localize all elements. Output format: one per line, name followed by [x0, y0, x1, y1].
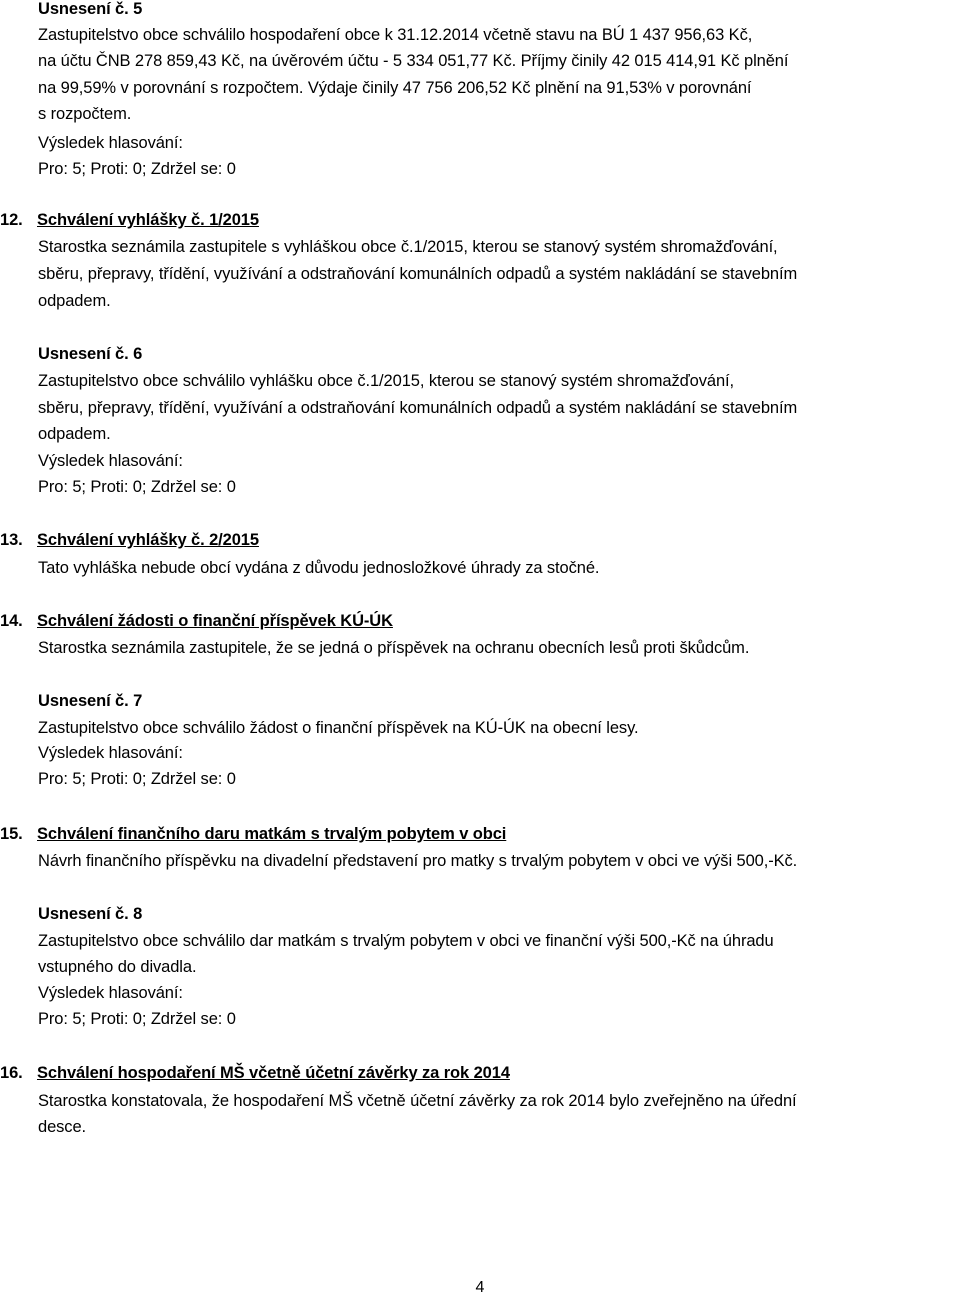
section-number: 12.: [0, 211, 23, 229]
vote-result: Pro: 5; Proti: 0; Zdržel se: 0: [38, 770, 236, 788]
vote-label: Výsledek hlasování:: [38, 744, 183, 762]
paragraph-line: odpadem.: [38, 425, 111, 443]
section-heading-13: [0, 528, 259, 552]
vote-result: Pro: 5; Proti: 0; Zdržel se: 0: [38, 1010, 236, 1028]
paragraph-line: na 99,59% v porovnání s rozpočtem. Výdaje činily 47 756 206,52 Kč plnění na 91,53% v porovnání: [38, 79, 752, 97]
resolution-heading: Usnesení č. 7: [38, 692, 143, 710]
section-number: 13.: [0, 531, 23, 549]
resolution-heading: Usnesení č. 5: [38, 0, 143, 18]
section-number: 16.: [0, 1064, 23, 1082]
section-title: Schválení hospodaření MŠ včetně účetní závěrky za rok 2014: [37, 1064, 510, 1082]
section-heading-14: [0, 609, 393, 633]
section-title: Schválení žádosti o finanční příspěvek KÚ-ÚK: [37, 612, 393, 630]
section-title: Schválení vyhlášky č. 1/2015: [37, 211, 259, 229]
paragraph-line: Starostka seznámila zastupitele s vyhláškou obce č.1/2015, kterou se stanový systém shromažďování,: [38, 238, 778, 256]
paragraph-line: Zastupitelstvo obce schválilo dar matkám s trvalým pobytem v obci ve finanční výši 500,-Kč na úhradu: [38, 932, 774, 950]
vote-result: Pro: 5; Proti: 0; Zdržel se: 0: [38, 478, 236, 496]
paragraph-line: Tato vyhláška nebude obcí vydána z důvodu jednosložkové úhrady za stočné.: [38, 559, 600, 577]
section-title: Schválení finančního daru matkám s trvalým pobytem v obci: [37, 825, 507, 843]
paragraph-line: Návrh finančního příspěvku na divadelní představení pro matky s trvalým pobytem v obci ve výši 500,-Kč.: [38, 852, 798, 870]
section-heading-12: [0, 208, 259, 232]
vote-label: Výsledek hlasování:: [38, 984, 183, 1002]
paragraph-line: sběru, přepravy, třídění, využívání a odstraňování komunálních odpadů a systém nakládání se stavebním: [38, 399, 798, 417]
paragraph-line: Starostka konstatovala, že hospodaření MŠ včetně účetní závěrky za rok 2014 bylo zveřejněno na úřední: [38, 1092, 797, 1110]
page-number: 4: [475, 1279, 485, 1296]
paragraph-line: Starostka seznámila zastupitele, že se jedná o příspěvek na ochranu obecních lesů proti škůdcům.: [38, 639, 750, 657]
section-heading-16: [0, 1061, 510, 1085]
paragraph-line: s rozpočtem.: [38, 105, 132, 123]
paragraph-line: Zastupitelstvo obce schválilo hospodaření obce k 31.12.2014 včetně stavu na BÚ 1 437 956,63 Kč,: [38, 26, 753, 44]
paragraph-line: odpadem.: [38, 292, 111, 310]
paragraph-line: Zastupitelstvo obce schválilo vyhlášku obce č.1/2015, kterou se stanový systém shromažďování,: [38, 372, 735, 390]
paragraph-line: na účtu ČNB 278 859,43 Kč, na úvěrovém účtu - 5 334 051,77 Kč. Příjmy činily 42 015 414,91 Kč plnění: [38, 52, 789, 70]
vote-result: Pro: 5; Proti: 0; Zdržel se: 0: [38, 160, 236, 178]
resolution-heading: Usnesení č. 6: [38, 345, 143, 363]
section-heading-15: [0, 822, 506, 846]
vote-label: Výsledek hlasování:: [38, 134, 183, 152]
section-number: 15.: [0, 825, 23, 843]
paragraph-line: Zastupitelstvo obce schválilo žádost o finanční příspěvek na KÚ-ÚK na obecní lesy.: [38, 719, 639, 737]
section-title: Schválení vyhlášky č. 2/2015: [37, 531, 259, 549]
resolution-heading: Usnesení č. 8: [38, 905, 143, 923]
paragraph-line: desce.: [38, 1118, 87, 1136]
paragraph-line: sběru, přepravy, třídění, využívání a odstraňování komunálních odpadů a systém nakládání se stavebním: [38, 265, 798, 283]
paragraph-line: vstupného do divadla.: [38, 958, 197, 976]
section-number: 14.: [0, 612, 23, 630]
vote-label: Výsledek hlasování:: [38, 452, 183, 470]
